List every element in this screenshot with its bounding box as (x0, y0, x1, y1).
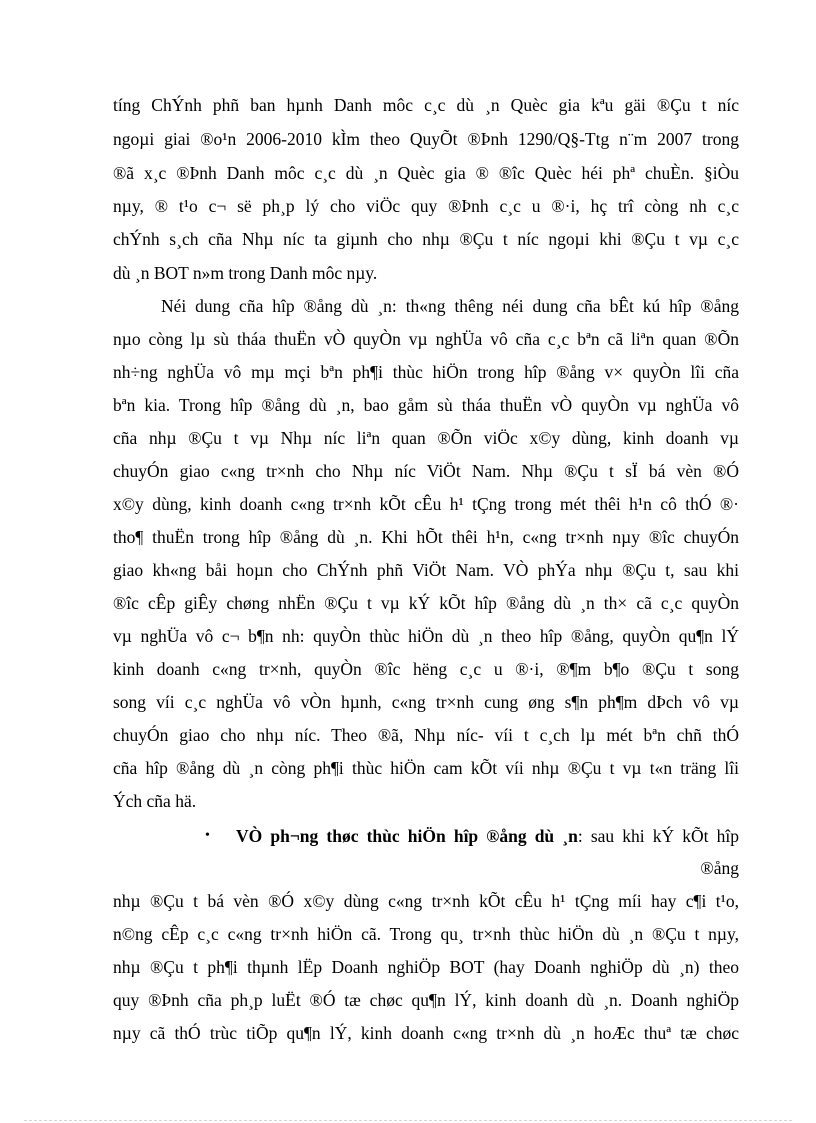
paragraph-line: bªn kia. Trong hîp ®ång dù ¸n, bao gåm sù tháa thuËn vÒ quyÒn vµ nghÜa vô (113, 395, 739, 415)
paragraph-line: cña nhµ ®Çu t vµ Nhµ níc liªn quan ®Õn viÖc x©y dùng, kinh doanh vµ (113, 428, 739, 448)
page-bottom-rule (24, 1120, 792, 1121)
paragraph-line: cña hîp ®ång dù ¸n còng ph¶i thùc hiÖn cam kÕt víi nhµ ®Çu t vµ t«n träng lîi (113, 758, 739, 778)
paragraph-line: nh÷ng nghÜa vô mµ mçi bªn ph¶i thùc hiÖn trong hîp ®ång v× quyÒn lîi cña (113, 362, 739, 382)
paragraph-line: nhµ ®Çu t ph¶i thµnh lËp Doanh nghiÖp BOT (hay Doanh nghiÖp dù ¸n) theo (113, 957, 739, 977)
paragraph-line: ®îc cÊp giÊy chøng nhËn ®Çu t vµ kÝ kÕt hîp ®ång dù ¸n th× cã c¸c quyÒn (113, 593, 739, 613)
paragraph-line: tho¶ thuËn trong hîp ®ång dù ¸n. Khi hÕt thêi h¹n, c«ng tr×nh nµy ®îc chuyÓn (113, 527, 739, 547)
paragraph-line: Ých cña hä. (113, 791, 197, 811)
paragraph-line: n©ng cÊp c¸c c«ng tr×nh hiÖn cã. Trong qu¸ tr×nh thùc hiÖn dù ¸n ®Çu t nµy, (113, 924, 739, 944)
paragraph-line: dù ¸n BOT n»m trong Danh môc nµy. (113, 263, 378, 283)
paragraph-line: chuyÓn giao c«ng tr×nh cho Nhµ níc ViÖt Nam. Nhµ ®Çu t sÏ bá vèn ®Ó (113, 461, 739, 481)
paragraph-line: chÝnh s¸ch cña Nhµ níc ta giµnh cho nhµ ®Çu t níc ngoµi khi ®Çu t vµ c¸c (113, 229, 739, 249)
paragraph-line: nµy cã thÓ trùc tiÕp qu¶n lÝ, kinh doanh c«ng tr×nh dù ¸n hoÆc thuª tæ chøc (113, 1023, 739, 1043)
bullet-rest: : sau khi kÝ kÕt hîp (577, 826, 739, 846)
paragraph-line: tíng ChÝnh phñ ban hµnh Danh môc c¸c dù ¸n Quèc gia kªu gäi ®Çu t níc (113, 95, 739, 115)
bullet-marker: • (205, 828, 210, 843)
bullet-heading: VÒ ph¬ng thøc thùc hiÖn hîp ®ång dù ¸n (236, 826, 578, 846)
paragraph-line: quy ®Þnh cña ph¸p luËt ®Ó tæ chøc qu¶n lÝ, kinh doanh dù ¸n. Doanh nghiÖp (113, 990, 739, 1010)
paragraph-line: nµo còng lµ sù tháa thuËn vÒ quyÒn vµ nghÜa vô cña c¸c bªn cã liªn quan ®Õn (113, 329, 739, 349)
paragraph-line: Néi dung cña hîp ®ång dù ¸n: th«ng thêng néi dung cña bÊt kú hîp ®ång (161, 296, 739, 316)
paragraph-line: kinh doanh c«ng tr×nh, quyÒn ®îc hëng c¸c u ®·i, ®¶m b¶o ®Çu t song (113, 659, 739, 679)
bullet-wrap-line: ®ång (700, 858, 739, 878)
paragraph-line: ®ã x¸c ®Þnh Danh môc c¸c dù ¸n Quèc gia ® ®îc Quèc héi phª chuÈn. §iÒu (113, 163, 739, 183)
paragraph-line: nhµ ®Çu t bá vèn ®Ó x©y dùng c«ng tr×nh kÕt cÊu h¹ tÇng míi hay c¶i t¹o, (113, 891, 739, 911)
bullet-text (236, 826, 739, 846)
paragraph-line: vµ nghÜa vô c¬ b¶n nh: quyÒn thùc hiÖn dù ¸n theo hîp ®ång, quyÒn qu¶n lÝ (113, 626, 739, 646)
paragraph-line: x©y dùng, kinh doanh c«ng tr×nh kÕt cÊu h¹ tÇng trong mét thêi h¹n cô thÓ ®· (113, 494, 739, 514)
paragraph-line: nµy, ® t¹o c¬ së ph¸p lý cho viÖc quy ®Þnh c¸c u ®·i, hç trî còng nh c¸c (113, 196, 739, 216)
paragraph-line: giao kh«ng båi hoµn cho ChÝnh phñ ViÖt Nam. VÒ phÝa nhµ ®Çu t, sau khi (113, 560, 739, 580)
paragraph-line: chuyÓn giao cho nhµ níc. Theo ®ã, Nhµ níc- víi t c¸ch lµ mét bªn chñ thÓ (113, 725, 739, 745)
paragraph-line: ngoµi giai ®o¹n 2006-2010 kÌm theo QuyÕt ®Þnh 1290/Q§-Ttg n¨m 2007 trong (113, 129, 739, 149)
paragraph-line: song víi c¸c nghÜa vô vÒn hµnh, c«ng tr×nh cung øng s¶n ph¶m dÞch vô vµ (113, 692, 739, 712)
